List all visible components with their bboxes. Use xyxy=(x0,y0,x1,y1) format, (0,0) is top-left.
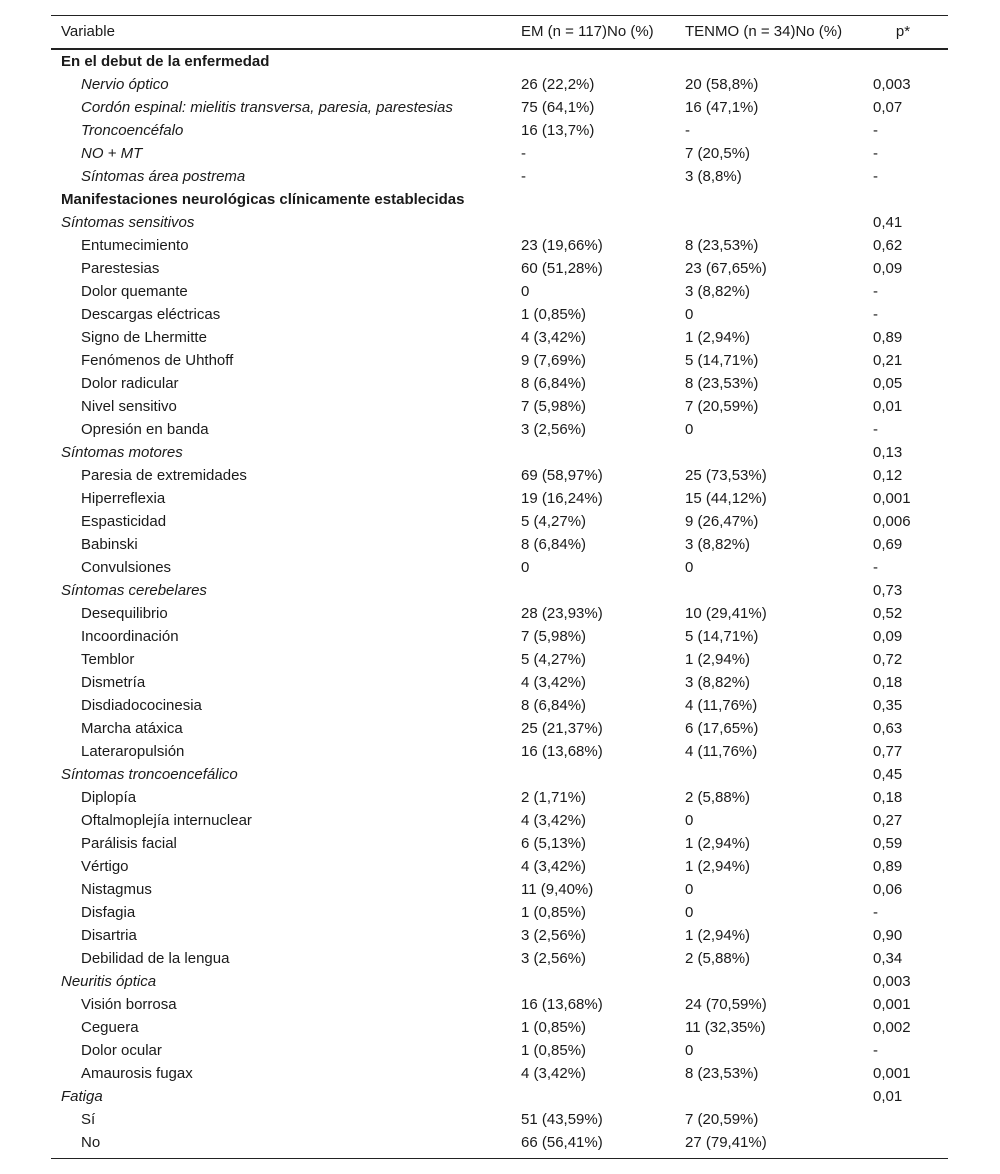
row-p-value: 0,07 xyxy=(873,99,903,116)
table-row xyxy=(51,211,948,234)
row-tenmo-value: 2 (5,88%) xyxy=(685,789,751,806)
row-tenmo-value: 0 xyxy=(685,559,694,576)
row-em-value: 66 (56,41%) xyxy=(521,1134,603,1151)
row-em-value: 9 (7,69%) xyxy=(521,352,587,369)
row-em-value: 2 (1,71%) xyxy=(521,789,587,806)
row-label: Descargas eléctricas xyxy=(81,306,221,323)
row-label: Opresión en banda xyxy=(81,421,209,438)
row-tenmo-value: 1 (2,94%) xyxy=(685,329,751,346)
table-row xyxy=(51,188,948,211)
row-p-value: 0,18 xyxy=(873,674,903,691)
table-row xyxy=(51,119,948,142)
table-row xyxy=(51,671,948,694)
row-em-value: 3 (2,56%) xyxy=(521,927,587,944)
row-em-value: 26 (22,2%) xyxy=(521,76,595,93)
row-tenmo-value: 2 (5,88%) xyxy=(685,950,751,967)
row-p-value: - xyxy=(873,1042,878,1059)
row-p-value: 0,001 xyxy=(873,1065,911,1082)
row-label: Manifestaciones neurológicas clínicamente establecidas xyxy=(61,191,465,208)
row-em-value: 16 (13,68%) xyxy=(521,743,603,760)
table-row xyxy=(51,924,948,947)
row-p-value: 0,006 xyxy=(873,513,911,530)
row-tenmo-value: 15 (44,12%) xyxy=(685,490,767,507)
row-p-value: - xyxy=(873,904,878,921)
row-label: Síntomas motores xyxy=(61,444,183,461)
row-label: Síntomas área postrema xyxy=(81,168,246,185)
row-tenmo-value: 0 xyxy=(685,1042,694,1059)
table-row xyxy=(51,418,948,441)
table-row xyxy=(51,257,948,280)
row-p-value: 0,41 xyxy=(873,214,903,231)
table-row xyxy=(51,625,948,648)
row-tenmo-value: 11 (32,35%) xyxy=(685,1019,766,1036)
table-row xyxy=(51,1131,948,1154)
row-label: Amaurosis fugax xyxy=(81,1065,193,1082)
table-row xyxy=(51,487,948,510)
row-p-value: 0,09 xyxy=(873,628,903,645)
row-label: Dolor quemante xyxy=(81,283,188,300)
table-row xyxy=(51,326,948,349)
row-p-value: 0,01 xyxy=(873,398,903,415)
row-label: Síntomas cerebelares xyxy=(61,582,207,599)
row-em-value: 4 (3,42%) xyxy=(521,674,587,691)
row-label: Paresia de extremidades xyxy=(81,467,247,484)
row-label: Convulsiones xyxy=(81,559,172,576)
row-tenmo-value: 3 (8,82%) xyxy=(685,674,751,691)
row-tenmo-value: 23 (67,65%) xyxy=(685,260,767,277)
row-em-value: 3 (2,56%) xyxy=(521,950,587,967)
row-label: Dolor ocular xyxy=(81,1042,162,1059)
row-p-value: - xyxy=(873,559,878,576)
row-tenmo-value: 1 (2,94%) xyxy=(685,835,751,852)
row-tenmo-value: 5 (14,71%) xyxy=(685,352,759,369)
row-tenmo-value: 8 (23,53%) xyxy=(685,237,759,254)
row-tenmo-value: 0 xyxy=(685,881,694,898)
row-label: NO + MT xyxy=(81,145,143,162)
row-p-value: 0,52 xyxy=(873,605,903,622)
row-label: Lateraropulsión xyxy=(81,743,185,760)
data-table xyxy=(51,15,948,1159)
header-variable: Variable xyxy=(61,23,115,40)
row-p-value: 0,05 xyxy=(873,375,903,392)
table-row xyxy=(51,349,948,372)
row-tenmo-value: 5 (14,71%) xyxy=(685,628,759,645)
row-em-value: - xyxy=(521,168,526,185)
row-label: Oftalmoplejía internuclear xyxy=(81,812,252,829)
row-p-value: - xyxy=(873,168,878,185)
row-em-value: 11 (9,40%) xyxy=(521,881,594,898)
row-label: Hiperreflexia xyxy=(81,490,166,507)
table-row xyxy=(51,1062,948,1085)
table-row xyxy=(51,372,948,395)
table-row xyxy=(51,73,948,96)
row-em-value: 1 (0,85%) xyxy=(521,904,587,921)
row-em-value: 23 (19,66%) xyxy=(521,237,603,254)
row-tenmo-value: 20 (58,8%) xyxy=(685,76,759,93)
row-em-value: 4 (3,42%) xyxy=(521,812,587,829)
row-p-value: 0,89 xyxy=(873,329,903,346)
row-tenmo-value: 0 xyxy=(685,306,694,323)
table-row xyxy=(51,556,948,579)
row-label: Ceguera xyxy=(81,1019,139,1036)
row-tenmo-value: 9 (26,47%) xyxy=(685,513,759,530)
row-label: Disfagia xyxy=(81,904,136,921)
row-tenmo-value: 24 (70,59%) xyxy=(685,996,767,1013)
row-tenmo-value: 0 xyxy=(685,812,694,829)
row-em-value: 8 (6,84%) xyxy=(521,375,587,392)
row-em-value: 60 (51,28%) xyxy=(521,260,603,277)
row-em-value: 1 (0,85%) xyxy=(521,1042,587,1059)
table-row xyxy=(51,579,948,602)
row-p-value: 0,06 xyxy=(873,881,903,898)
row-tenmo-value: 7 (20,59%) xyxy=(685,1111,759,1128)
row-p-value: - xyxy=(873,421,878,438)
table-row xyxy=(51,855,948,878)
row-label: Diplopía xyxy=(81,789,137,806)
row-em-value: 16 (13,68%) xyxy=(521,996,603,1013)
table-row xyxy=(51,901,948,924)
row-em-value: 4 (3,42%) xyxy=(521,329,587,346)
row-label: Entumecimiento xyxy=(81,237,189,254)
table-row xyxy=(51,96,948,119)
table-row xyxy=(51,303,948,326)
row-label: Neuritis óptica xyxy=(61,973,157,990)
header-tenmo: TENMO (n = 34)No (%) xyxy=(685,23,843,40)
row-p-value: - xyxy=(873,283,878,300)
row-label: Nervio óptico xyxy=(81,76,169,93)
row-em-value: 0 xyxy=(521,283,530,300)
row-em-value: 16 (13,7%) xyxy=(521,122,595,139)
row-tenmo-value: 3 (8,8%) xyxy=(685,168,742,185)
row-p-value: 0,89 xyxy=(873,858,903,875)
row-label: Fatiga xyxy=(61,1088,103,1105)
table-row xyxy=(51,280,948,303)
row-em-value: 75 (64,1%) xyxy=(521,99,595,116)
row-em-value: 19 (16,24%) xyxy=(521,490,603,507)
table-row xyxy=(51,878,948,901)
row-p-value: 0,45 xyxy=(873,766,903,783)
table-header xyxy=(51,15,948,50)
row-tenmo-value: 8 (23,53%) xyxy=(685,1065,759,1082)
header-em: EM (n = 117)No (%) xyxy=(521,23,654,40)
row-tenmo-value: 0 xyxy=(685,421,694,438)
row-em-value: 3 (2,56%) xyxy=(521,421,587,438)
row-p-value: 0,12 xyxy=(873,467,903,484)
row-tenmo-value: 4 (11,76%) xyxy=(685,697,758,714)
row-p-value: 0,001 xyxy=(873,490,911,507)
row-p-value: 0,72 xyxy=(873,651,903,668)
table-row xyxy=(51,993,948,1016)
row-em-value: 4 (3,42%) xyxy=(521,858,587,875)
row-em-value: 5 (4,27%) xyxy=(521,513,587,530)
row-p-value: 0,63 xyxy=(873,720,903,737)
row-em-value: 5 (4,27%) xyxy=(521,651,587,668)
table-row xyxy=(51,533,948,556)
table-row xyxy=(51,832,948,855)
row-p-value: - xyxy=(873,306,878,323)
table-row xyxy=(51,510,948,533)
row-p-value: - xyxy=(873,122,878,139)
row-label: Disdiadococinesia xyxy=(81,697,202,714)
table-row xyxy=(51,694,948,717)
row-label: Nivel sensitivo xyxy=(81,398,177,415)
row-label: Desequilibrio xyxy=(81,605,168,622)
table-row xyxy=(51,602,948,625)
row-p-value: 0,002 xyxy=(873,1019,911,1036)
row-label: Dolor radicular xyxy=(81,375,179,392)
row-em-value: 6 (5,13%) xyxy=(521,835,587,852)
row-p-value: 0,62 xyxy=(873,237,903,254)
row-tenmo-value: 25 (73,53%) xyxy=(685,467,767,484)
row-p-value: 0,003 xyxy=(873,76,911,93)
table-row xyxy=(51,809,948,832)
table-row xyxy=(51,142,948,165)
row-label: Cordón espinal: mielitis transversa, paresia, parestesias xyxy=(81,99,453,116)
row-p-value: 0,34 xyxy=(873,950,903,967)
row-label: Temblor xyxy=(81,651,135,668)
row-em-value: 0 xyxy=(521,559,530,576)
table-body xyxy=(51,50,948,1154)
table-row xyxy=(51,1108,948,1131)
row-p-value: - xyxy=(873,145,878,162)
row-tenmo-value: 7 (20,59%) xyxy=(685,398,759,415)
table-row xyxy=(51,1039,948,1062)
table-row xyxy=(51,786,948,809)
table-row xyxy=(51,947,948,970)
row-label: Parestesias xyxy=(81,260,160,277)
row-tenmo-value: 8 (23,53%) xyxy=(685,375,759,392)
row-tenmo-value: 1 (2,94%) xyxy=(685,651,751,668)
row-em-value: 51 (43,59%) xyxy=(521,1111,603,1128)
table-row xyxy=(51,763,948,786)
row-label: En el debut de la enfermedad xyxy=(61,53,270,70)
row-p-value: 0,003 xyxy=(873,973,911,990)
row-label: Incoordinación xyxy=(81,628,179,645)
table-row xyxy=(51,165,948,188)
row-em-value: 8 (6,84%) xyxy=(521,536,587,553)
row-p-value: 0,59 xyxy=(873,835,903,852)
table-row xyxy=(51,1085,948,1108)
row-p-value: 0,09 xyxy=(873,260,903,277)
row-label: Debilidad de la lengua xyxy=(81,950,230,967)
header-p: p* xyxy=(895,23,911,40)
row-label: Troncoencéfalo xyxy=(81,122,184,139)
row-label: Dismetría xyxy=(81,674,146,691)
row-p-value: 0,77 xyxy=(873,743,903,760)
row-p-value: 0,001 xyxy=(873,996,911,1013)
table-row xyxy=(51,970,948,993)
row-p-value: 0,27 xyxy=(873,812,903,829)
row-label: Disartria xyxy=(81,927,137,944)
row-tenmo-value: 0 xyxy=(685,904,694,921)
row-em-value: 7 (5,98%) xyxy=(521,398,587,415)
row-p-value: 0,35 xyxy=(873,697,903,714)
table-row xyxy=(51,50,948,73)
row-p-value: 0,69 xyxy=(873,536,903,553)
row-p-value: 0,18 xyxy=(873,789,903,806)
row-em-value: 8 (6,84%) xyxy=(521,697,587,714)
row-tenmo-value: 1 (2,94%) xyxy=(685,858,751,875)
row-label: Síntomas sensitivos xyxy=(61,214,195,231)
table-row xyxy=(51,234,948,257)
row-label: Nistagmus xyxy=(81,881,152,898)
table-row xyxy=(51,464,948,487)
row-label: Sí xyxy=(81,1111,96,1128)
row-tenmo-value: 3 (8,82%) xyxy=(685,536,751,553)
row-tenmo-value: 4 (11,76%) xyxy=(685,743,758,760)
table-row xyxy=(51,1016,948,1039)
row-p-value: 0,13 xyxy=(873,444,903,461)
row-p-value: 0,73 xyxy=(873,582,903,599)
row-em-value: 25 (21,37%) xyxy=(521,720,603,737)
row-em-value: 4 (3,42%) xyxy=(521,1065,587,1082)
row-label: Signo de Lhermitte xyxy=(81,329,207,346)
row-tenmo-value: 16 (47,1%) xyxy=(685,99,759,116)
row-label: Síntomas troncoencefálico xyxy=(61,766,238,783)
row-label: Fenómenos de Uhthoff xyxy=(81,352,234,369)
row-em-value: 1 (0,85%) xyxy=(521,1019,587,1036)
row-label: Parálisis facial xyxy=(81,835,177,852)
row-em-value: - xyxy=(521,145,526,162)
row-tenmo-value: - xyxy=(685,122,690,139)
row-p-value: 0,21 xyxy=(873,352,903,369)
row-label: Vértigo xyxy=(81,858,129,875)
row-tenmo-value: 7 (20,5%) xyxy=(685,145,751,162)
row-label: Marcha atáxica xyxy=(81,720,183,737)
row-em-value: 7 (5,98%) xyxy=(521,628,587,645)
row-tenmo-value: 10 (29,41%) xyxy=(685,605,767,622)
table-row xyxy=(51,717,948,740)
row-label: Espasticidad xyxy=(81,513,167,530)
table-row xyxy=(51,740,948,763)
row-label: Visión borrosa xyxy=(81,996,177,1013)
row-label: Babinski xyxy=(81,536,138,553)
row-tenmo-value: 6 (17,65%) xyxy=(685,720,759,737)
row-em-value: 1 (0,85%) xyxy=(521,306,587,323)
table-row xyxy=(51,395,948,418)
row-label: No xyxy=(81,1134,101,1151)
row-p-value: 0,90 xyxy=(873,927,903,944)
row-p-value: 0,01 xyxy=(873,1088,903,1105)
row-em-value: 28 (23,93%) xyxy=(521,605,603,622)
row-tenmo-value: 1 (2,94%) xyxy=(685,927,751,944)
table-row xyxy=(51,648,948,671)
row-tenmo-value: 3 (8,82%) xyxy=(685,283,751,300)
row-tenmo-value: 27 (79,41%) xyxy=(685,1134,767,1151)
table-bottom-rule xyxy=(51,1158,948,1159)
row-em-value: 69 (58,97%) xyxy=(521,467,603,484)
table-row xyxy=(51,441,948,464)
